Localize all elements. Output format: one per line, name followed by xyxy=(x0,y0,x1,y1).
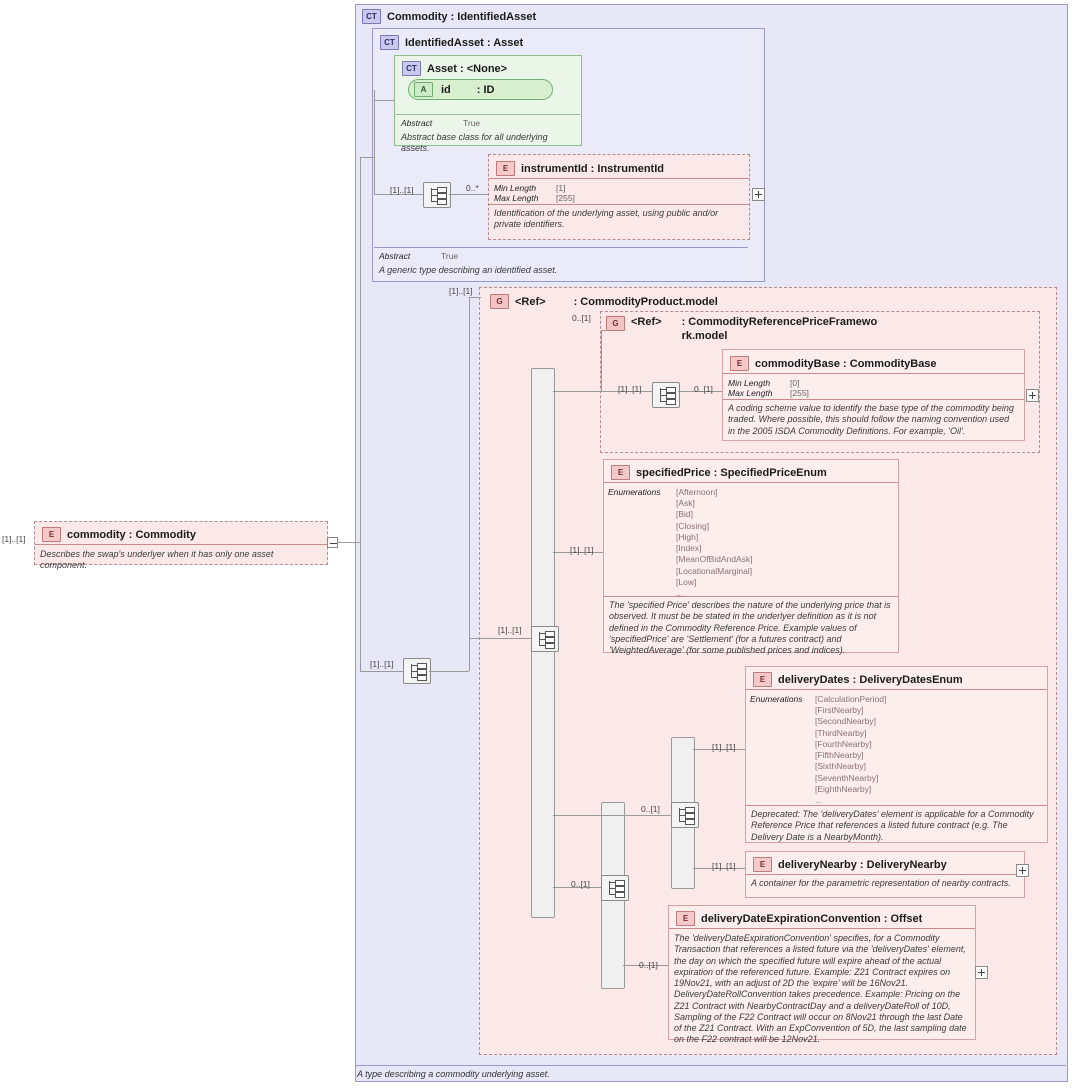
commodity-base-header xyxy=(724,352,943,375)
enum-item: [FifthNearby] xyxy=(815,750,864,761)
connector xyxy=(360,157,361,542)
element-icon: E xyxy=(611,465,630,480)
specified-price-header xyxy=(605,461,833,484)
multiplicity-product-model: 0..[1] xyxy=(572,313,591,323)
connector xyxy=(553,815,671,816)
identified-asset-divider xyxy=(374,247,748,248)
ddec-title: deliveryDateExpirationConvention : Offset xyxy=(701,912,923,925)
sequence-icon-main[interactable] xyxy=(531,626,559,652)
enum-item: [FourthNearby] xyxy=(815,738,872,749)
delivery-nearby-header xyxy=(747,853,953,876)
identified-asset-abstract xyxy=(374,249,748,263)
delivery-dates-enum-list xyxy=(815,694,1025,806)
sequence-icon-delivery[interactable] xyxy=(671,802,699,828)
enum-item: [Index] xyxy=(676,543,702,554)
commodity-element-divider xyxy=(35,544,327,545)
connector xyxy=(449,194,488,195)
connector xyxy=(601,330,602,391)
instrument-id-title: instrumentId : InstrumentId xyxy=(521,162,664,175)
element-icon: E xyxy=(496,161,515,176)
facet-value: [1] xyxy=(556,183,566,193)
identified-asset-description: A generic type describing an identified asset. xyxy=(379,265,558,275)
connector xyxy=(429,671,469,672)
asset-id-label: id xyxy=(441,83,451,96)
enum-item: [ThirdNearby] xyxy=(815,727,867,738)
commodity-container-header xyxy=(356,5,542,28)
multiplicity-commodity-leaf: [1]..[1] xyxy=(2,534,26,544)
facet-key: Max Length xyxy=(494,193,539,203)
specified-price-enum-list xyxy=(676,487,876,599)
asset-abstract xyxy=(396,116,580,130)
asset-header xyxy=(396,57,513,80)
facet-key: Max Length xyxy=(728,388,773,398)
ddec-divider xyxy=(669,928,975,929)
enum-item: [LocationalMarginal] xyxy=(676,565,753,576)
connector xyxy=(360,542,361,671)
commodity-element-collapse-button[interactable] xyxy=(327,537,338,548)
commodity-base-description: A coding scheme value to identify the base type of the commodity being traded. Where possible, this should follow the naming convention used in the 2005 ISDA Commodity Definitions. For example, 'Oil'. xyxy=(728,403,1014,436)
delivery-nearby-description: A container for the parametric representation of nearby contracts. xyxy=(751,878,1011,888)
commodity-product-model-header xyxy=(484,290,724,313)
group-icon: G xyxy=(490,294,509,309)
abstract-value: True xyxy=(441,251,459,261)
connector xyxy=(469,297,470,671)
commodity-element-title: commodity : Commodity xyxy=(67,528,196,541)
crpf-title: : CommodityReferencePriceFramewo rk.model xyxy=(681,316,878,342)
multiplicity-lower-seq: 0..[1] xyxy=(571,879,590,889)
multiplicity-reference-price-seq: [1]..[1] xyxy=(618,384,642,394)
sequence-icon-lower[interactable] xyxy=(601,875,629,901)
facet-value: [255] xyxy=(790,388,809,398)
specified-price-divider xyxy=(604,482,898,483)
instrument-id-divider xyxy=(489,178,749,179)
asset-title: Asset : <None> xyxy=(427,62,508,75)
enum-item: [SeventhNearby] xyxy=(815,772,879,783)
connector xyxy=(553,391,601,392)
asset-description: Abstract base class for all underlying assets. xyxy=(401,132,548,154)
sequence-icon-outer[interactable] xyxy=(403,658,431,684)
delivery-dates-divider xyxy=(746,689,1047,690)
abstract-value: True xyxy=(463,118,481,128)
connector xyxy=(469,638,531,639)
commodity-product-model-ref: <Ref> xyxy=(515,295,546,308)
enum-item: ... xyxy=(815,794,823,805)
enum-item: [SixthNearby] xyxy=(815,761,867,772)
complex-type-icon: CT xyxy=(380,35,399,50)
abstract-key: Abstract xyxy=(379,251,411,261)
element-icon: E xyxy=(42,527,61,542)
multiplicity-specified-price: [1]..[1] xyxy=(570,545,594,555)
delivery-dates-enum-label: Enumerations xyxy=(750,694,803,704)
diagram-footnote: A type describing a commodity underlying asset. xyxy=(357,1069,550,1079)
abstract-key: Abstract xyxy=(401,118,433,128)
enum-item: [EighthNearby] xyxy=(815,783,872,794)
instrument-id-facets xyxy=(489,181,749,205)
complex-type-icon: CT xyxy=(402,61,421,76)
commodity-element-description: Describes the swap's underlyer when it has only one asset component. xyxy=(40,549,274,571)
facet-value: [0] xyxy=(790,378,800,388)
element-icon: E xyxy=(676,911,695,926)
enum-item: [FirstNearby] xyxy=(815,705,864,716)
connector xyxy=(374,90,375,194)
instrument-id-header xyxy=(490,157,670,180)
enum-item: [Bid] xyxy=(676,509,694,520)
crpf-ref: <Ref> xyxy=(631,316,662,328)
delivery-nearby-title: deliveryNearby : DeliveryNearby xyxy=(778,858,947,871)
multiplicity-main-seq: [1]..[1] xyxy=(498,625,522,635)
asset-id-content xyxy=(414,82,495,97)
enum-item: [Afternoon] xyxy=(676,487,718,497)
enum-item: [SecondNearby] xyxy=(815,716,876,727)
commodity-base-divider xyxy=(723,373,1024,374)
multiplicity-delivery-dates: [1]..[1] xyxy=(712,742,736,752)
instrument-id-description: Identification of the underlying asset, using public and/or private identifiers. xyxy=(494,208,719,230)
connector xyxy=(469,297,481,298)
sequence-icon-commodity-base[interactable] xyxy=(652,382,680,408)
footnote-divider xyxy=(356,1065,1066,1066)
multiplicity-commodity-base: 0..[1] xyxy=(694,384,713,394)
identified-asset-header xyxy=(374,31,529,54)
commodity-base-expand-button[interactable] xyxy=(1026,389,1039,402)
asset-divider xyxy=(396,114,580,115)
group-icon: G xyxy=(606,316,625,331)
enum-item: [Closing] xyxy=(676,520,710,531)
connector xyxy=(374,100,394,101)
enum-item: [High] xyxy=(676,531,699,542)
delivery-dates-title: deliveryDates : DeliveryDatesEnum xyxy=(778,673,963,686)
multiplicity-instrument-id: 0..* xyxy=(466,183,479,193)
instrument-id-expand-button[interactable] xyxy=(752,188,765,201)
enum-item: [Ask] xyxy=(676,498,695,509)
enum-item: ... xyxy=(676,587,684,598)
delivery-dates-header xyxy=(747,668,969,691)
connector xyxy=(360,157,374,158)
sequence-icon-instrument-id[interactable] xyxy=(423,182,451,208)
specified-price-description: The 'specified Price' describes the nature of the underlying price that is observed. It must be be stated in the underlyer definition as it is not defined in the Commodity Reference Price. Example values of 'specifiedPrice' are 'Settlement' (for a futures contract) and 'WeightedAverage' (for some published prices and indices). xyxy=(609,600,891,655)
asset-id-type: : ID xyxy=(476,83,495,96)
delivery-nearby-expand-button[interactable] xyxy=(1016,864,1029,877)
identified-asset-title: IdentifiedAsset : Asset xyxy=(405,36,524,49)
multiplicity-delivery-nearby: [1]..[1] xyxy=(712,861,736,871)
commodity-container-title: Commodity : IdentifiedAsset xyxy=(387,10,537,23)
connector xyxy=(360,671,403,672)
complex-type-icon: CT xyxy=(362,9,381,24)
ddec-description: The 'deliveryDateExpirationConvention' specifies, for a Commodity Transaction that references a listed future via the 'deliveryDates' element, the day on which the specified future will expire ahead of the actual expiration of the referenced future. Example: Z21 Contract expires on 19Nov21, with an adjust of 2D the 'expire' will be 16Nov21. DeliveryDateRollConvention takes precedence. Example: Pricing on the Z21 Contract with NearbyContractDay and a deliveryDateRoll of 10D, Sampling of the F22 Contract will occur on 8Nov21 through the last Date of the Z21 Contract. With an ExpConvention of 5D, the last sampling date on the F22 contract will be 12Nov21. xyxy=(674,933,967,1045)
element-icon: E xyxy=(753,672,772,687)
ddec-expand-button[interactable] xyxy=(975,966,988,979)
delivery-dates-description: Deprecated: The 'deliveryDates' element is applicable for a Commodity Reference Price that references a listed future contract (e.g. The Delivery Date is a NearbyMonth). xyxy=(751,809,1034,842)
element-icon: E xyxy=(753,857,772,872)
connector xyxy=(338,542,360,543)
commodity-reference-price-framework-header xyxy=(606,316,902,344)
multiplicity-delivery-seq: 0..[1] xyxy=(641,804,660,814)
enum-item: [Low] xyxy=(676,576,697,587)
element-icon: E xyxy=(730,356,749,371)
facet-value: [255] xyxy=(556,193,575,203)
specified-price-title: specifiedPrice : SpecifiedPriceEnum xyxy=(636,466,827,479)
enum-item: [CalculationPeriod] xyxy=(815,694,887,704)
multiplicity-asset-group: [1]..[1] xyxy=(390,185,414,195)
facet-key: Min Length xyxy=(494,183,537,193)
multiplicity-identified-asset-out: [1]..[1] xyxy=(449,286,473,296)
commodity-element-header xyxy=(36,523,202,546)
multiplicity-delivery-date-exp: 0..[1] xyxy=(639,960,658,970)
commodity-base-facets xyxy=(723,376,1024,400)
facet-key: Min Length xyxy=(728,378,771,388)
attribute-icon: A xyxy=(414,82,433,97)
multiplicity-outer-seq: [1]..[1] xyxy=(370,659,394,669)
connector xyxy=(601,330,606,331)
ddec-header xyxy=(670,907,928,930)
commodity-product-model-title: : CommodityProduct.model xyxy=(573,295,718,308)
specified-price-enum-label: Enumerations xyxy=(608,487,661,497)
enum-item: [MeanOfBidAndAsk] xyxy=(676,554,753,565)
commodity-base-title: commodityBase : CommodityBase xyxy=(755,357,937,370)
